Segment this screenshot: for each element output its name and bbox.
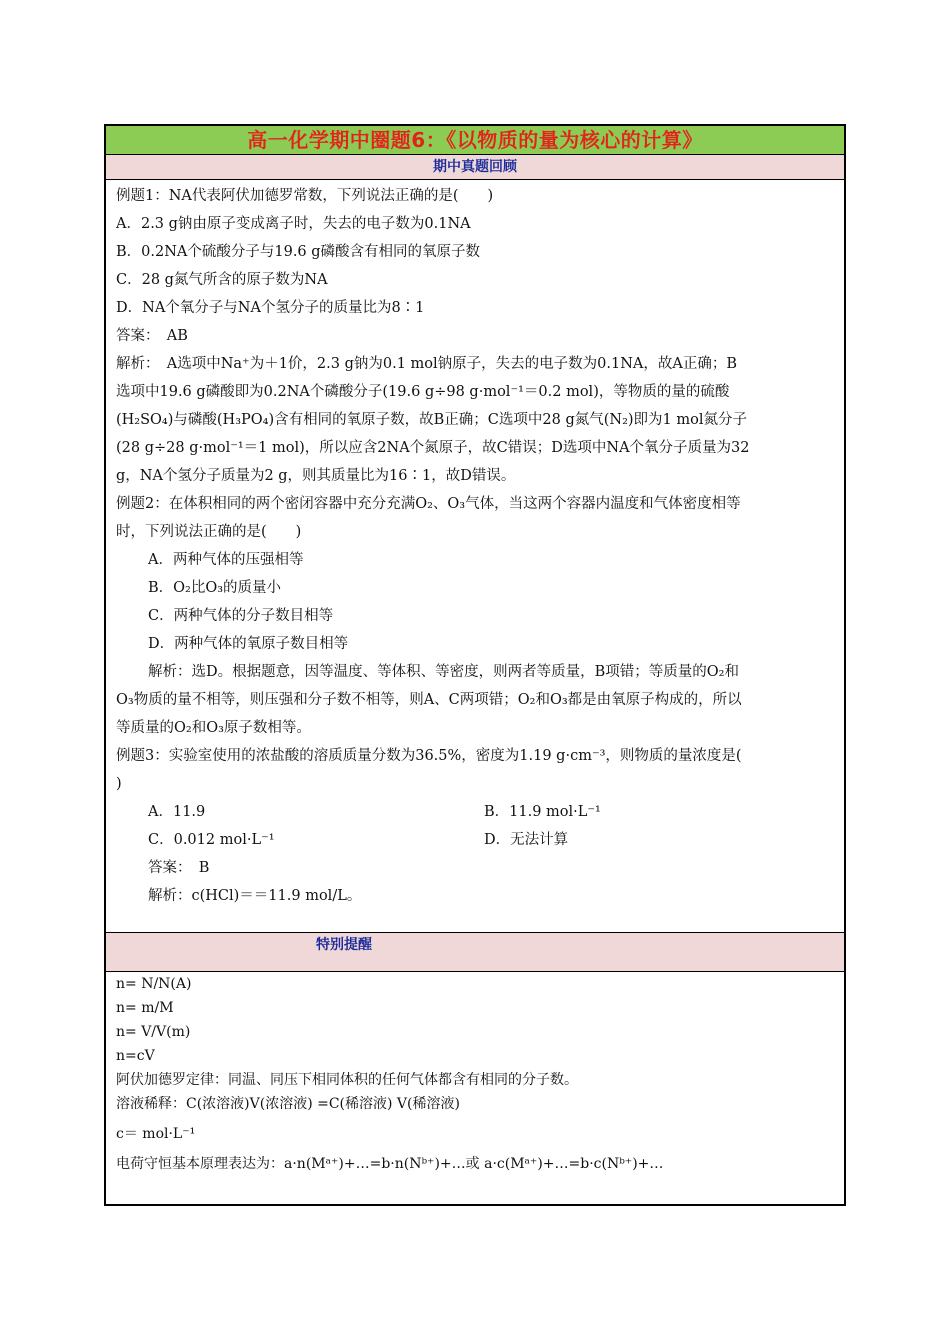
tips-section-header: 特别提醒	[106, 932, 844, 972]
q2-stem: 例题2：在体积相同的两个密闭容器中充分充满O₂、O₃气体，当这两个容器内温度和气体密度相等	[116, 496, 741, 512]
formula-n-volume: n= V/V(m)	[116, 1024, 191, 1040]
q3-option-d: D．无法计算	[484, 832, 569, 848]
q2-analysis-line: 解析：选D。根据题意，因等温度、等体积、等密度，则两者等质量，B项错；等质量的O₂和	[148, 664, 739, 680]
avogadro-law: 阿伏加德罗定律：同温、同压下相同体积的任何气体都含有相同的分子数。	[116, 1072, 578, 1088]
q1-analysis-line: 解析： A选项中Na⁺为＋1价，2.3 g钠为0.1 mol钠原子，失去的电子数为0.1NA，故A正确；B	[116, 356, 738, 372]
q1-option-a: A．2.3 g钠由原子变成离子时，失去的电子数为0.1NA	[116, 216, 471, 232]
formula-n-particles: n= N/N(A)	[116, 976, 192, 992]
q1-option-b: B．0.2NA个硫酸分子与19.6 g磷酸含有相同的氧原子数	[116, 244, 481, 260]
q2-option-c: C．两种气体的分子数目相等	[148, 608, 334, 624]
tips-section	[106, 972, 844, 1176]
formula-n-concentration: n=cV	[116, 1048, 155, 1064]
q2-analysis-line: O₃物质的量不相等，则压强和分子数不相等，则A、C两项错；O₂和O₃都是由氧原子构成的，所以	[116, 692, 742, 708]
dilution-rule: 溶液稀释：C(浓溶液)V(浓溶液) =C(稀溶液) V(稀溶液)	[116, 1096, 460, 1112]
review-section	[106, 180, 844, 910]
q2-option-b: B．O₂比O₃的质量小	[148, 580, 282, 596]
q2-option-a: A．两种气体的压强相等	[148, 552, 304, 568]
q3-options-row	[116, 798, 836, 826]
review-section-header: 期中真题回顾	[106, 155, 844, 180]
worksheet-table	[104, 124, 846, 1206]
q3-analysis: 解析：c(HCl)＝＝11.9 mol/L。	[148, 888, 362, 904]
q3-options-row	[116, 826, 836, 854]
concentration-formula: c＝ mol·L⁻¹	[116, 1126, 196, 1142]
q1-analysis-line: (28 g÷28 g·mol⁻¹＝1 mol)，所以应含2NA个氮原子，故C错误；D选项中NA个氧分子质量为32	[116, 440, 750, 456]
q3-stem: 例题3：实验室使用的浓盐酸的溶质质量分数为36.5%，密度为1.19 g·cm⁻³，则物质的量浓度是(	[116, 748, 742, 764]
q2-stem: 时，下列说法正确的是( )	[116, 524, 302, 540]
q3-option-a: A．11.9	[148, 804, 206, 820]
q2-option-d: D．两种气体的氧原子数目相等	[148, 636, 349, 652]
q1-option-d: D．NA个氧分子与NA个氢分子的质量比为8∶1	[116, 300, 425, 316]
q3-stem: )	[116, 776, 122, 792]
q1-analysis-line: 选项中19.6 g磷酸即为0.2NA个磷酸分子(19.6 g÷98 g·mol⁻¹＝0.2 mol)，等物质的量的硫酸	[116, 384, 730, 400]
q2-analysis-line: 等质量的O₂和O₃原子数相等。	[116, 720, 311, 736]
formula-n-mass: n= m/M	[116, 1000, 174, 1016]
charge-conservation: 电荷守恒基本原理表达为：a·n(Mᵃ⁺)+…=b·n(Nᵇ⁺)+…或 a·c(Mᵃ⁺)+…=b·c(Nᵇ⁺)+…	[116, 1156, 664, 1172]
q1-analysis-line: g，NA个氢分子质量为2 g，则其质量比为16∶1，故D错误。	[116, 468, 516, 484]
worksheet-title: 高一化学期中圈题6：《以物质的量为核心的计算》	[106, 126, 844, 155]
q1-stem: 例题1：NA代表阿伏加德罗常数，下列说法正确的是( )	[116, 188, 494, 204]
q3-option-b: B．11.9 mol·L⁻¹	[484, 804, 601, 820]
q3-answer: 答案： B	[148, 860, 210, 876]
q1-option-c: C．28 g氮气所含的原子数为NA	[116, 272, 328, 288]
q1-answer: 答案： AB	[116, 328, 188, 344]
q3-option-c: C．0.012 mol·L⁻¹	[148, 832, 275, 848]
q1-analysis-line: (H₂SO₄)与磷酸(H₃PO₄)含有相同的氧原子数，故B正确；C选项中28 g氮气(N₂)即为1 mol氮分子	[116, 412, 747, 428]
